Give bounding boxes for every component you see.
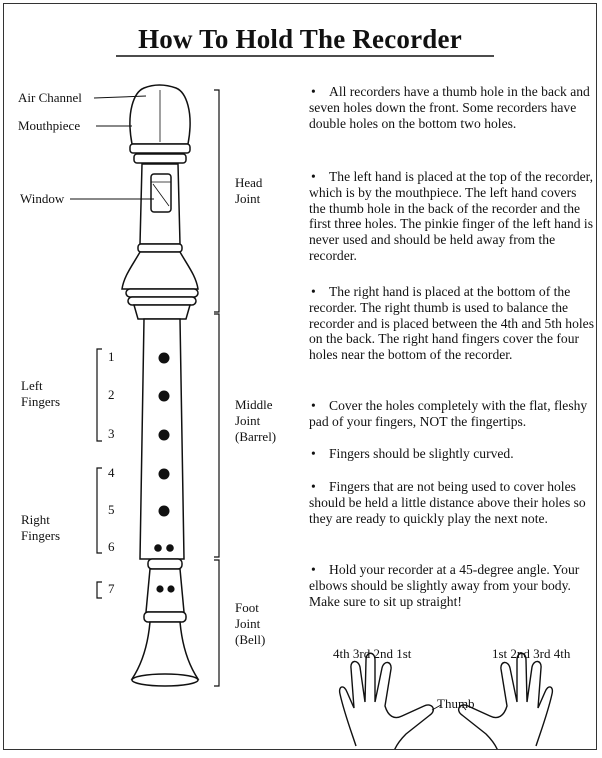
middle-joint-label-3: (Barrel) xyxy=(235,429,277,444)
bullet-icon: • xyxy=(311,84,316,99)
bullet-icon: • xyxy=(311,562,316,577)
instruction-item xyxy=(309,398,594,430)
hole-number-6: 6 xyxy=(108,539,115,554)
left-hand-outline xyxy=(340,653,434,750)
middle-joint-label-2: Joint xyxy=(235,413,261,428)
joint-brackets xyxy=(214,90,219,686)
hole-6b xyxy=(166,544,174,552)
instruction-text: All recorders have a thumb hole in the back and seven holes down the front. Some recorders have double holes on the bottom two holes. xyxy=(309,84,590,131)
bell-flare xyxy=(132,622,198,679)
head-collar-ring xyxy=(138,244,182,252)
right-fingers-bracket-upper xyxy=(97,468,102,553)
instruction-item xyxy=(309,169,594,264)
joint-ring-2 xyxy=(128,297,196,305)
foot-joint-label-1: Foot xyxy=(235,600,259,615)
instruction-item xyxy=(309,562,594,609)
hole-2 xyxy=(159,391,170,402)
page-title: How To Hold The Recorder xyxy=(138,24,462,54)
hole-number-4: 4 xyxy=(108,465,115,480)
hole-1 xyxy=(159,353,170,364)
foot-joint-label-3: (Bell) xyxy=(235,632,266,647)
head-joint-label-1: Head xyxy=(235,175,263,190)
hole-number-3: 3 xyxy=(108,426,115,441)
right-fingers-label-1: Right xyxy=(21,512,50,527)
mouthpiece-label: Mouthpiece xyxy=(18,118,81,133)
instruction-text: Cover the holes completely with the flat, fleshy pad of your fingers, NOT the fingertips. xyxy=(309,398,588,429)
mouthpiece-ring xyxy=(130,144,190,153)
bullet-icon: • xyxy=(311,284,316,299)
instruction-text: Hold your recorder at a 45-degree angle. Your elbows should be slightly away from your body. Make sure to sit up straight! xyxy=(309,562,580,609)
bell-opening xyxy=(132,674,198,686)
middle-joint-label-1: Middle xyxy=(235,397,273,412)
head-joint-bracket xyxy=(214,90,219,312)
hole-number-5: 5 xyxy=(108,502,115,517)
right-hand-finger-labels: 1st 2nd 3rd 4th xyxy=(492,646,571,661)
worksheet-page xyxy=(3,3,597,750)
upper-ring xyxy=(134,154,186,163)
recorder-illustration xyxy=(122,85,198,686)
instruction-text: Fingers that are not being used to cover holes should be held a little distance above their holes so they are ready to quickly play the next note. xyxy=(309,479,586,526)
right-fingers-label-2: Fingers xyxy=(21,528,60,543)
window-label: Window xyxy=(20,191,65,206)
left-fingers-label-2: Fingers xyxy=(21,394,60,409)
left-hand-finger-labels: 4th 3rd 2nd 1st xyxy=(333,646,412,661)
bullet-icon: • xyxy=(311,169,316,184)
left-fingers-bracket xyxy=(97,349,102,441)
joint-taper xyxy=(134,305,190,319)
instruction-item xyxy=(309,284,594,363)
left-fingers-label-1: Left xyxy=(21,378,43,393)
instruction-text: The left hand is placed at the top of the recorder, which is by the mouthpiece. The left hand covers the thumb hole in the back of the recorder and the first three holes. The pinkie finger of the left hand is never used and should be held away from the recorder. xyxy=(309,169,594,263)
right-fingers-bracket-lower xyxy=(97,582,102,598)
bullet-icon: • xyxy=(311,446,316,461)
foot-joint-label-2: Joint xyxy=(235,616,261,631)
foot-body xyxy=(146,569,184,612)
foot-ring-1 xyxy=(148,559,182,569)
foot-joint-bracket xyxy=(214,560,219,686)
bullet-icon: • xyxy=(311,479,316,494)
head-joint-label-2: Joint xyxy=(235,191,261,206)
foot-ring-2 xyxy=(144,612,186,622)
head-flare xyxy=(122,252,198,289)
hole-4 xyxy=(159,469,170,480)
hole-number-7: 7 xyxy=(108,581,115,596)
finger-brackets xyxy=(97,349,102,598)
instruction-item xyxy=(309,479,594,526)
bullet-icon: • xyxy=(311,398,316,413)
joint-ring-1 xyxy=(126,289,198,297)
thumb-label: Thumb xyxy=(437,696,475,711)
hole-7a xyxy=(156,585,163,592)
hole-number-2: 2 xyxy=(108,387,115,402)
hole-number-1: 1 xyxy=(108,349,115,364)
hole-7b xyxy=(167,585,174,592)
hole-5 xyxy=(159,506,170,517)
instruction-text: Fingers should be slightly curved. xyxy=(329,446,514,461)
instruction-item xyxy=(309,84,594,131)
air-channel-label: Air Channel xyxy=(18,90,82,105)
instruction-text: The right hand is placed at the bottom of the recorder. The right thumb is used to balance the recorder and is placed between the 4th and 5th holes on the back. The right hand fingers cover the four holes near the bottom of the recorder. xyxy=(309,284,594,363)
instruction-item xyxy=(309,446,594,462)
hole-6a xyxy=(154,544,162,552)
window-opening xyxy=(151,174,171,212)
hole-3 xyxy=(159,430,170,441)
middle-joint-bracket xyxy=(214,314,219,557)
